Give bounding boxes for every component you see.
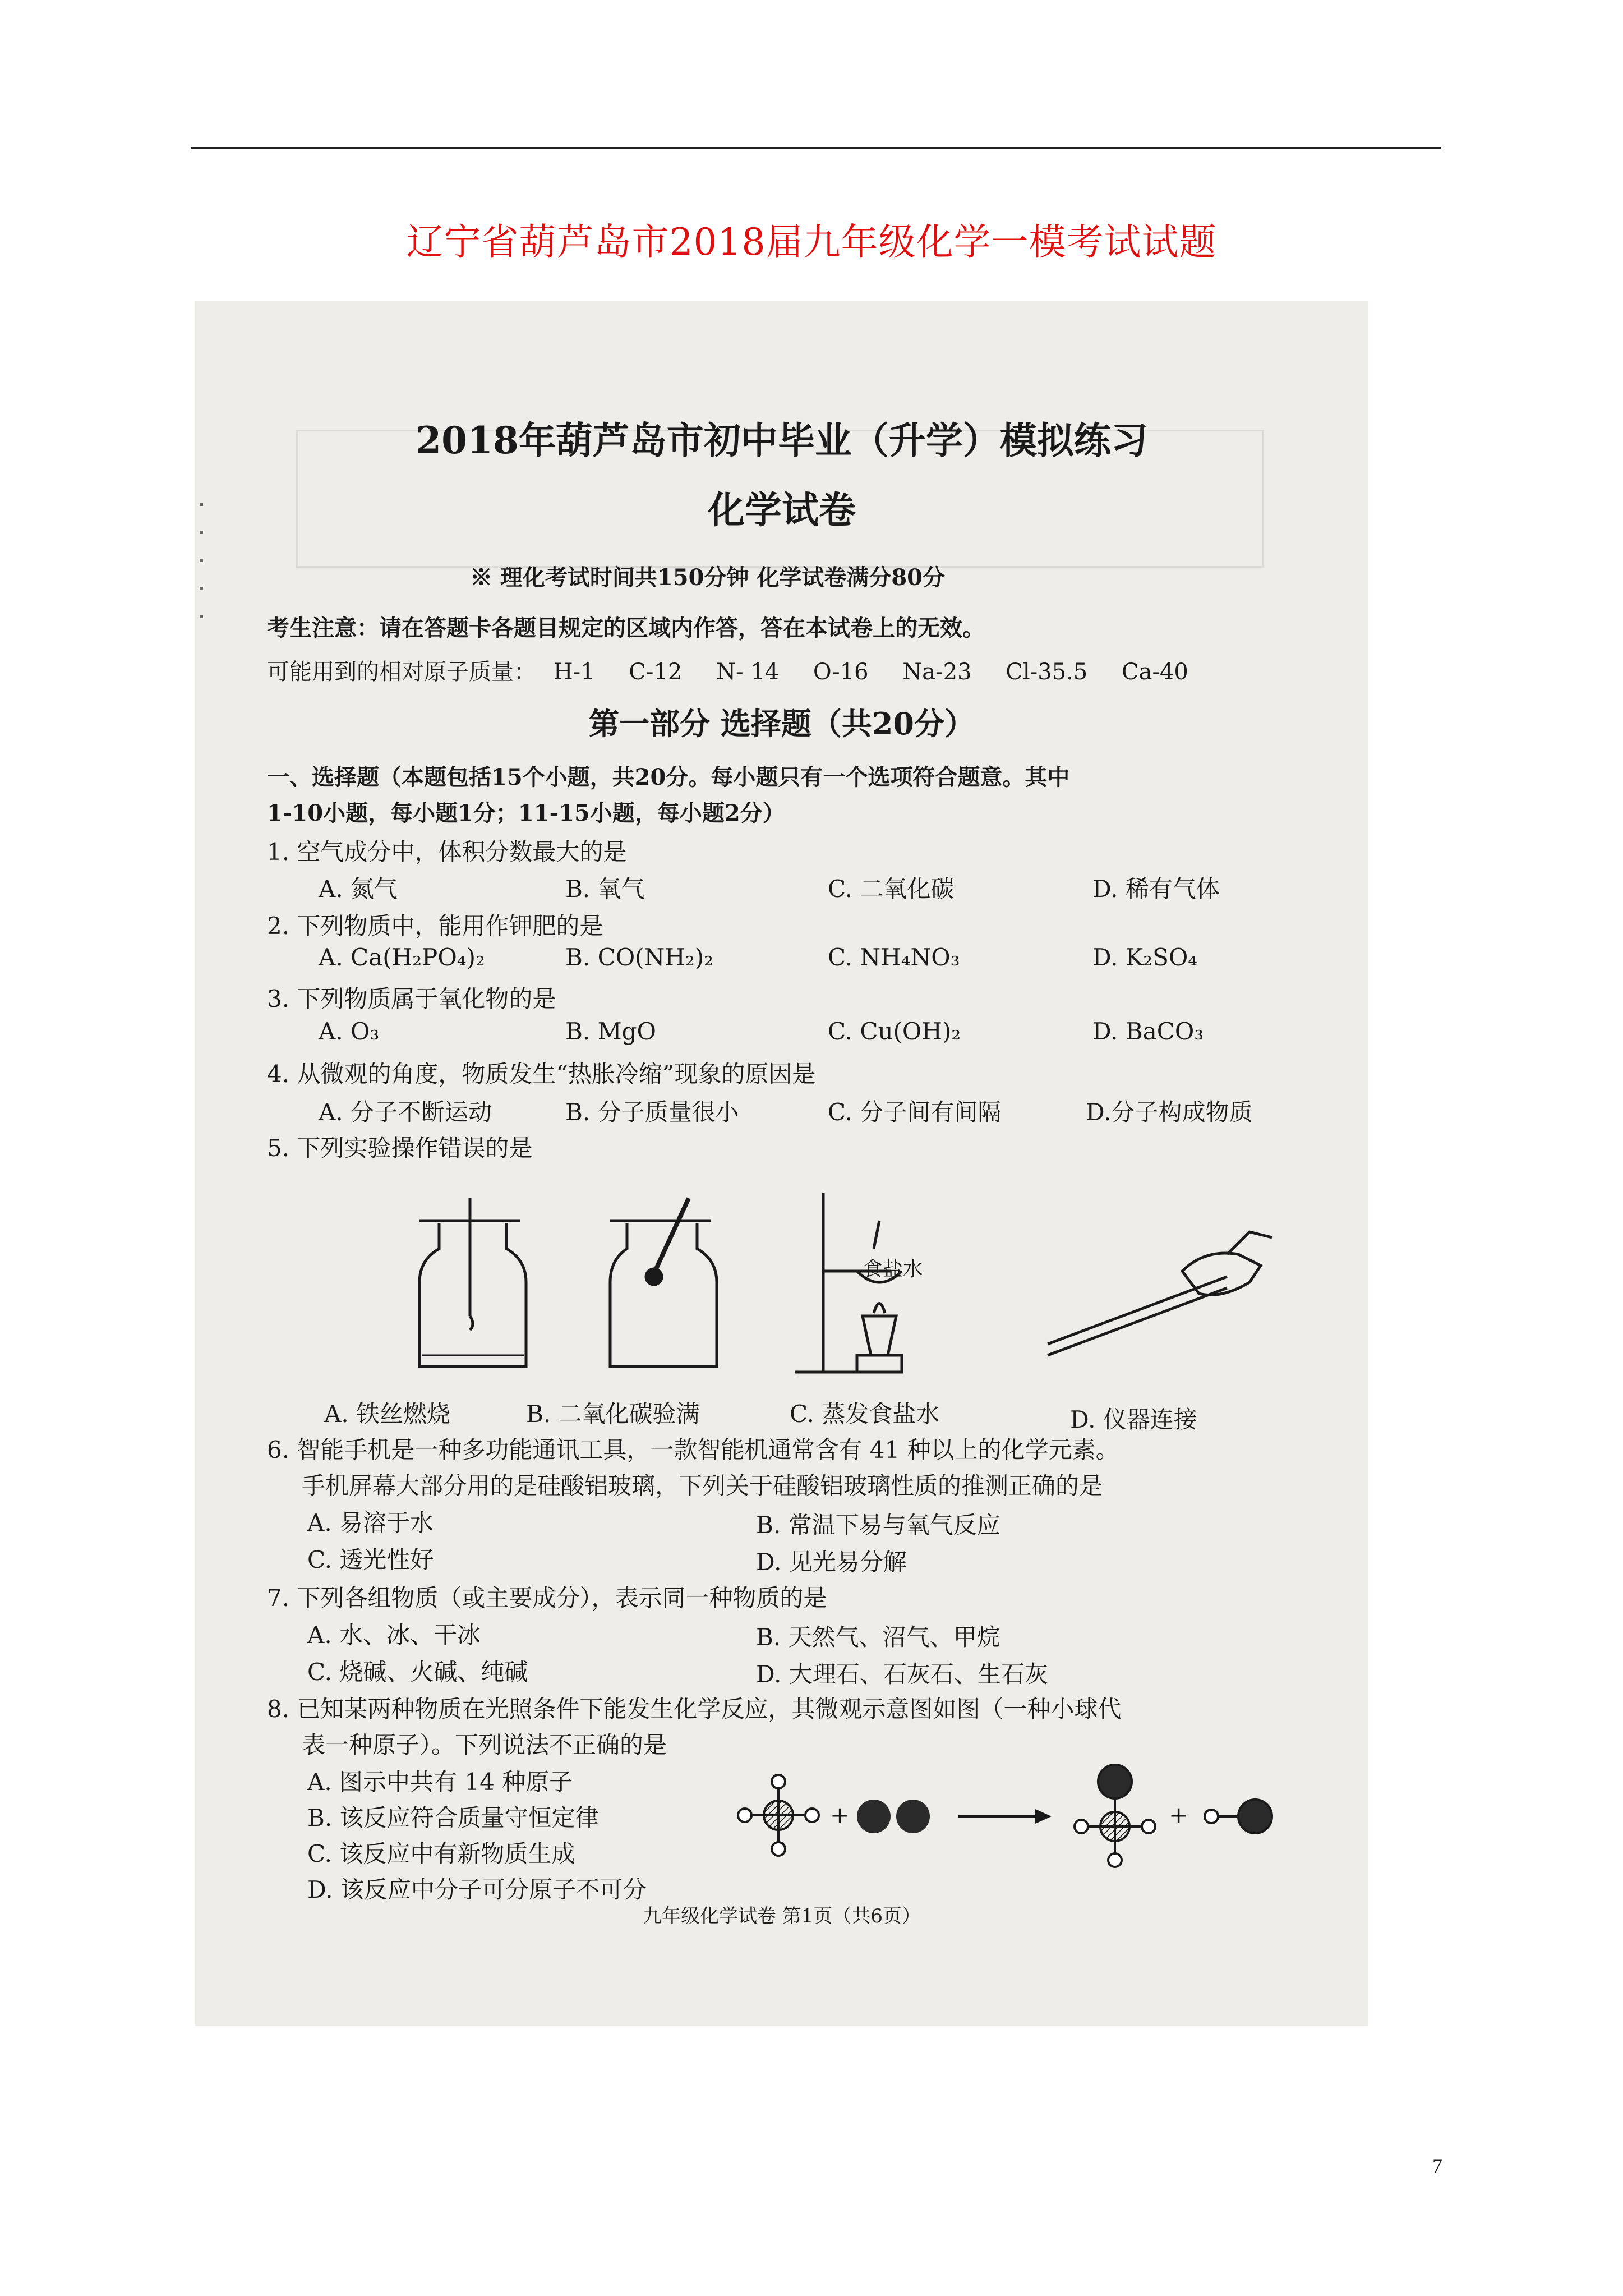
option: C. 烧碱、火碱、纯碱 [307,1658,528,1686]
option: B. 氧气 [565,875,645,903]
mass-item: Cl-35.5 [1006,659,1088,685]
option: A. 分子不断运动 [319,1098,492,1126]
option: B. 分子质量很小 [565,1098,739,1126]
option: D. 该反应中分子可分原子不可分 [307,1876,647,1903]
question-stem: 7. 下列各组物质（或主要成分），表示同一种物质的是 [267,1584,827,1612]
instruction-line: 1-10小题，每小题1分；11-15小题，每小题2分） [267,800,785,826]
option: D. 稀有气体 [1092,875,1220,903]
exam-title: 2018年葫芦岛市初中毕业（升学）模拟练习 [416,418,1148,462]
mass-item: H-1 [553,659,595,685]
atomic-masses [267,654,1188,686]
hydrogen-chloride-molecule-icon [1205,1800,1272,1833]
question-stem: 3. 下列物质属于氧化物的是 [267,985,556,1013]
option: C. 该反应中有新物质生成 [307,1840,575,1867]
option: D. 仪器连接 [1070,1406,1197,1433]
question-stem: 1. 空气成分中，体积分数最大的是 [267,838,627,866]
option: A. 图示中共有 14 种原子 [307,1768,573,1796]
option: A. O₃ [319,1018,380,1045]
option: D. 大理石、石灰石、生石灰 [756,1660,1048,1688]
co2-test-jar-icon [610,1198,717,1366]
option: B. 常温下易与氧气反应 [756,1511,1000,1539]
binding-hole [200,615,203,618]
option: D. BaCO₃ [1092,1018,1204,1045]
evaporation-stand-icon [795,1193,902,1372]
binding-hole [200,559,203,562]
mass-item: Na-23 [902,659,972,685]
option: A. 铁丝燃烧 [324,1400,451,1428]
exam-subject: 化学试卷 [708,488,856,532]
scanned-exam-page [195,301,1368,2026]
option: A. 水、冰、干冰 [307,1621,481,1649]
masses-label: 可能用到的相对原子质量： [267,659,536,685]
option: C. Cu(OH)₂ [828,1018,961,1045]
question-stem-continued: 手机屏幕大部分用的是硅酸铝玻璃，下列关于硅酸铝玻璃性质的推测正确的是 [302,1472,1103,1499]
question-stem: 4. 从微观的角度，物质发生“热胀冷缩”现象的原因是 [267,1060,816,1088]
mass-item: C-12 [629,659,683,685]
question-stem: 6. 智能手机是一种多功能通讯工具，一款智能机通常含有 41 种以上的化学元素。 [267,1436,1119,1464]
question-stem-continued: 表一种原子）。下列说法不正确的是 [302,1731,667,1759]
lab-operations-figure [386,1187,1294,1389]
header-rule [191,147,1441,149]
option: B. CO(NH₂)₂ [565,944,713,971]
exam-info: ※ 理化考试时间共150分钟 化学试卷满分80分 [470,564,946,591]
figure-label: 食盐水 [863,1258,924,1281]
option: B. 天然气、沼气、甲烷 [756,1623,1000,1651]
methane-molecule-icon [738,1775,819,1856]
question-stem: 8. 已知某两种物质在光照条件下能发生化学反应，其微观示意图如图（一种小球代 [267,1695,1122,1723]
mass-item: O-16 [813,659,869,685]
option: D.分子构成物质 [1086,1098,1253,1126]
section-heading: 第一部分 选择题（共20分） [589,706,975,742]
exam-footer: 九年级化学试卷 第1页（共6页） [642,1905,921,1927]
mass-item: N- 14 [716,659,780,685]
exam-note: 考生注意：请在答题卡各题目规定的区域内作答，答在本试卷上的无效。 [267,615,985,641]
iron-wire-jar-icon [419,1198,526,1366]
option: D. K₂SO₄ [1092,944,1198,971]
option: A. Ca(H₂PO₄)₂ [319,944,485,971]
option: C. 透光性好 [307,1546,434,1573]
option: D. 见光易分解 [756,1548,907,1576]
option: C. NH₄NO₃ [828,944,960,971]
question-stem: 2. 下列物质中，能用作钾肥的是 [267,912,603,940]
tube-connection-icon [1048,1232,1272,1355]
option: A. 易溶于水 [307,1509,434,1536]
document-title: 辽宁省葫芦岛市2018届九年级化学一模考试试题 [406,220,1217,264]
instruction-line: 一、选择题（本题包括15个小题，共20分。每小题只有一个选项符合题意。其中 [267,764,1070,790]
chlorine-molecule-icon [857,1800,930,1833]
svg-text:+: + [1169,1801,1189,1829]
option: B. 二氧化碳验满 [526,1400,700,1428]
option: B. MgO [565,1018,656,1045]
page-number: 7 [1432,2155,1442,2177]
molecule-reaction-diagram [734,1754,1294,1877]
mass-item: Ca-40 [1121,659,1188,685]
option: C. 二氧化碳 [828,875,955,903]
option: C. 蒸发食盐水 [790,1400,940,1428]
svg-text:+: + [830,1801,850,1829]
chloromethane-molecule-icon [1075,1765,1155,1867]
option: C. 分子间有间隔 [828,1098,1002,1126]
option: A. 氮气 [319,875,398,903]
option: B. 该反应符合质量守恒定律 [307,1804,599,1832]
question-stem: 5. 下列实验操作错误的是 [267,1134,533,1162]
binding-hole [200,587,203,590]
reaction-arrow-icon [958,1811,1049,1822]
